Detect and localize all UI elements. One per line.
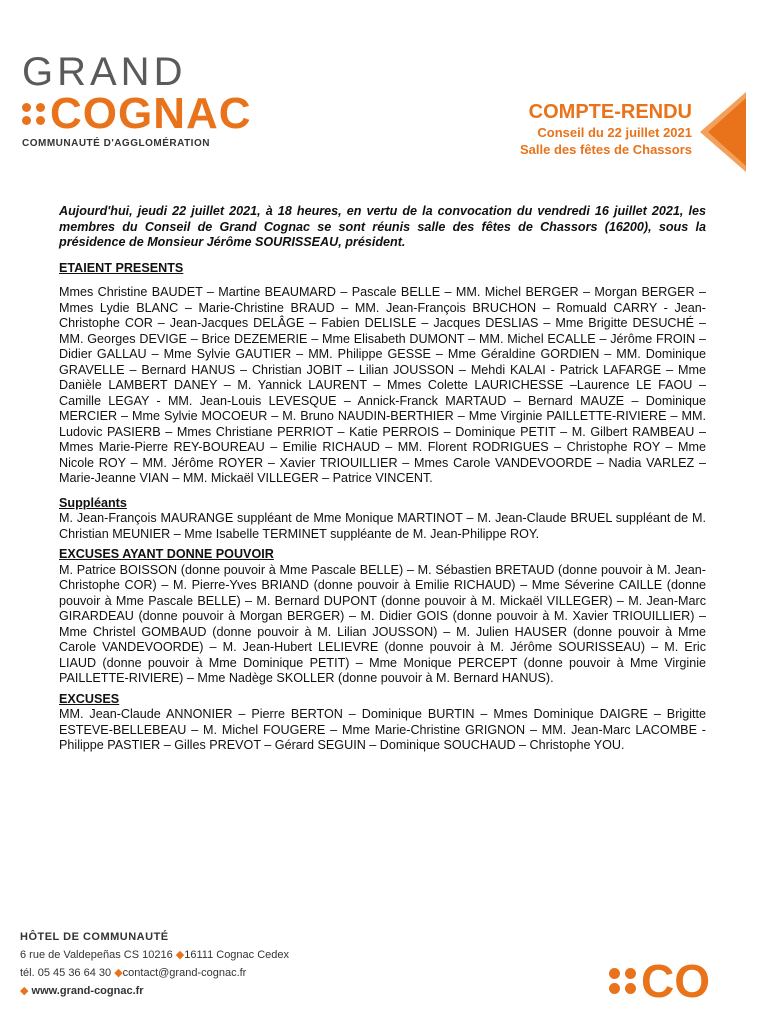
logo-cognac-row [22, 89, 262, 138]
footer-street: 6 rue de Valdepeñas CS 10216 [20, 949, 173, 961]
diamond-icon: ◆ [114, 967, 123, 979]
footer-logo-letters: CO [641, 955, 710, 1007]
suppleants-list: M. Jean-François MAURANGE suppléant de Mme Monique MARTINOT – M. Jean-Claude BRUEL suppléant de M. Christian MEUNIER – Mme Isabelle TERMINET suppléante de M. Jean-Philippe ROY. [59, 511, 706, 541]
logo-dots-icon [22, 103, 46, 125]
excuses-list: MM. Jean-Claude ANNONIER – Pierre BERTON – Dominique BURTIN – Mmes Dominique DAIGRE – Brigitte ESTEVE-BELLEBEAU – M. Michel FOUGERE – Mme Marie-Christine GRIGNON – MM. Jean-Marc LACOMBE - Philippe PASTIER – Gilles PREVOT – Gérard SEGUIN – Dominique SOUCHAUD – Christophe YOU. [59, 707, 706, 752]
footer-city: 16111 Cognac Cedex [184, 949, 290, 961]
document-title: COMPTE-RENDU [528, 101, 692, 123]
meeting-date: Conseil du 22 juillet 2021 [537, 125, 692, 140]
footer-website-row [20, 982, 289, 1000]
document-body [59, 204, 706, 754]
footer-logo-dots-icon [609, 968, 637, 994]
suppleants-heading: Suppléants [59, 495, 127, 510]
grand-cognac-logo [22, 52, 262, 149]
logo-grand-text: GRAND [22, 50, 187, 94]
logo-subtitle: COMMUNAUTÉ D'AGGLOMÉRATION [22, 138, 210, 149]
diamond-icon: ◆ [175, 949, 185, 961]
footer-title: HÔTEL DE COMMUNAUTÉ [20, 931, 169, 943]
footer-email[interactable]: contact@grand-cognac.fr [122, 967, 247, 979]
presents-heading: ETAIENT PRESENTS [59, 260, 184, 275]
footer-logo [609, 955, 710, 1007]
footer-address [20, 946, 289, 964]
excuses-pouvoir-list: M. Patrice BOISSON (donne pouvoir à Mme Pascale BELLE) – M. Sébastien BRETAUD (donne pouvoir à M. Jean-Christophe COR) – M. Pierre-Yves BRIAND (donne pouvoir à Emilie RICHAUD) – Mme Séverine CAILLE (donne pouvoir à Mme Pascale BELLE) – M. Bernard DUPONT (donne pouvoir à M. Mickaël VILLEGER) – M. Jean-Marc GIRARDEAU (donne pouvoir à Morgan BERGER) – M. Didier GOIS (donne pouvoir à M. Xavier TRIOUILLIER) – Mme Christel GOMBAUD (donne pouvoir à M. Lilian JOUSSON) – M. Julien HAUSER (donne pouvoir à Mme Carole VANDEVOORDE) – M. Jean-Hubert LELIEVRE (donne pouvoir à M. Jérôme SOURISSEAU) – M. Eric LIAUD (donne pouvoir à Mme Dominique PETIT) – Mme Monique PERCEPT (donne pouvoir à Mme Virginie PAILLETTE-RIVIERE) – Mme Nadège SKOLLER (donne pouvoir à M. Bernard HANUS). [59, 562, 706, 685]
excuses-pouvoir-heading: EXCUSES AYANT DONNE POUVOIR [59, 547, 274, 561]
title-block [520, 100, 692, 158]
footer-contact [20, 964, 289, 982]
meeting-place: Salle des fêtes de Chassors [520, 142, 692, 157]
logo-cognac-text: COGNAC [50, 89, 252, 138]
footer-phone: tél. 05 45 36 64 30 [20, 967, 112, 979]
intro-paragraph: Aujourd'hui, jeudi 22 juillet 2021, à 18 heures, en vertu de la convocation du vendredi 16 juillet 2021, les membres du Conseil de Grand Cognac se sont réunis salle des fêtes de Chassors (16200), sous la présidence de Monsieur Jérôme SOURISSEAU, président. [59, 204, 706, 249]
header-triangle-inner-decoration [708, 98, 746, 166]
diamond-icon: ◆ [20, 985, 29, 997]
footer-website[interactable]: www.grand-cognac.fr [31, 985, 144, 997]
presents-list: Mmes Christine BAUDET – Martine BEAUMARD – Pascale BELLE – MM. Michel BERGER – Morgan BERGER – Mmes Lydie BLANC – Marie-Christine BRAUD – MM. Jean-François BRUCHON – Romuald CARRY - Jean-Christophe COR – Jean-Jacques DELÂGE – Fabien DELISLE – Jacques DESLIAS – Mme Brigitte DESUCHÉ – MM. Georges DEVIGE – Brice DEZEMERIE – Mme Elisabeth DUMONT – MM. Michel ECALLE – Jérôme FROIN – Didier GALLAU – Mme Sylvie GAUTIER – MM. Philippe GESSE – Mme Géraldine GORDIEN – MM. Dominique GRAVELLE – Bernard HANUS – Christian JOBIT – Lilian JOUSSON – Mehdi KALAI - Patrick LAFARGE – Mme Danièle LAMBERT DANEY – M. Yannick LAURENT – Mmes Colette LAURICHESSE –Laurence LE FAOU – Camille LEGAY - MM. Jean-Louis LEVESQUE – Annick-Franck MARTAUD – Bernard MAUZE – Dominique MERCIER – Mme Sylvie MOCOEUR – M. Bruno NAUDIN-BERTHIER – Mme Virginie PAILLETTE-RIVIERE – MM. Ludovic PASIERB – Mmes Christiane PERRIOT – Katie PERROIS – Dominique PETIT – M. Gilbert RAMBEAU – Mmes Marie-Pierre REY-BOUREAU – Emilie RICHAUD – MM. Florent RODRIGUES – Christophe ROY – Mme Nicole ROY – MM. Jérôme ROYER – Xavier TRIOUILLIER – Mmes Carole VANDEVOORDE – Nadia VARLEZ – Marie-Jeanne VIAN – MM. Mickaël VILLEGER – Patrice VINCENT. [59, 285, 706, 485]
excuses-heading: EXCUSES [59, 691, 120, 706]
footer [20, 928, 289, 1000]
